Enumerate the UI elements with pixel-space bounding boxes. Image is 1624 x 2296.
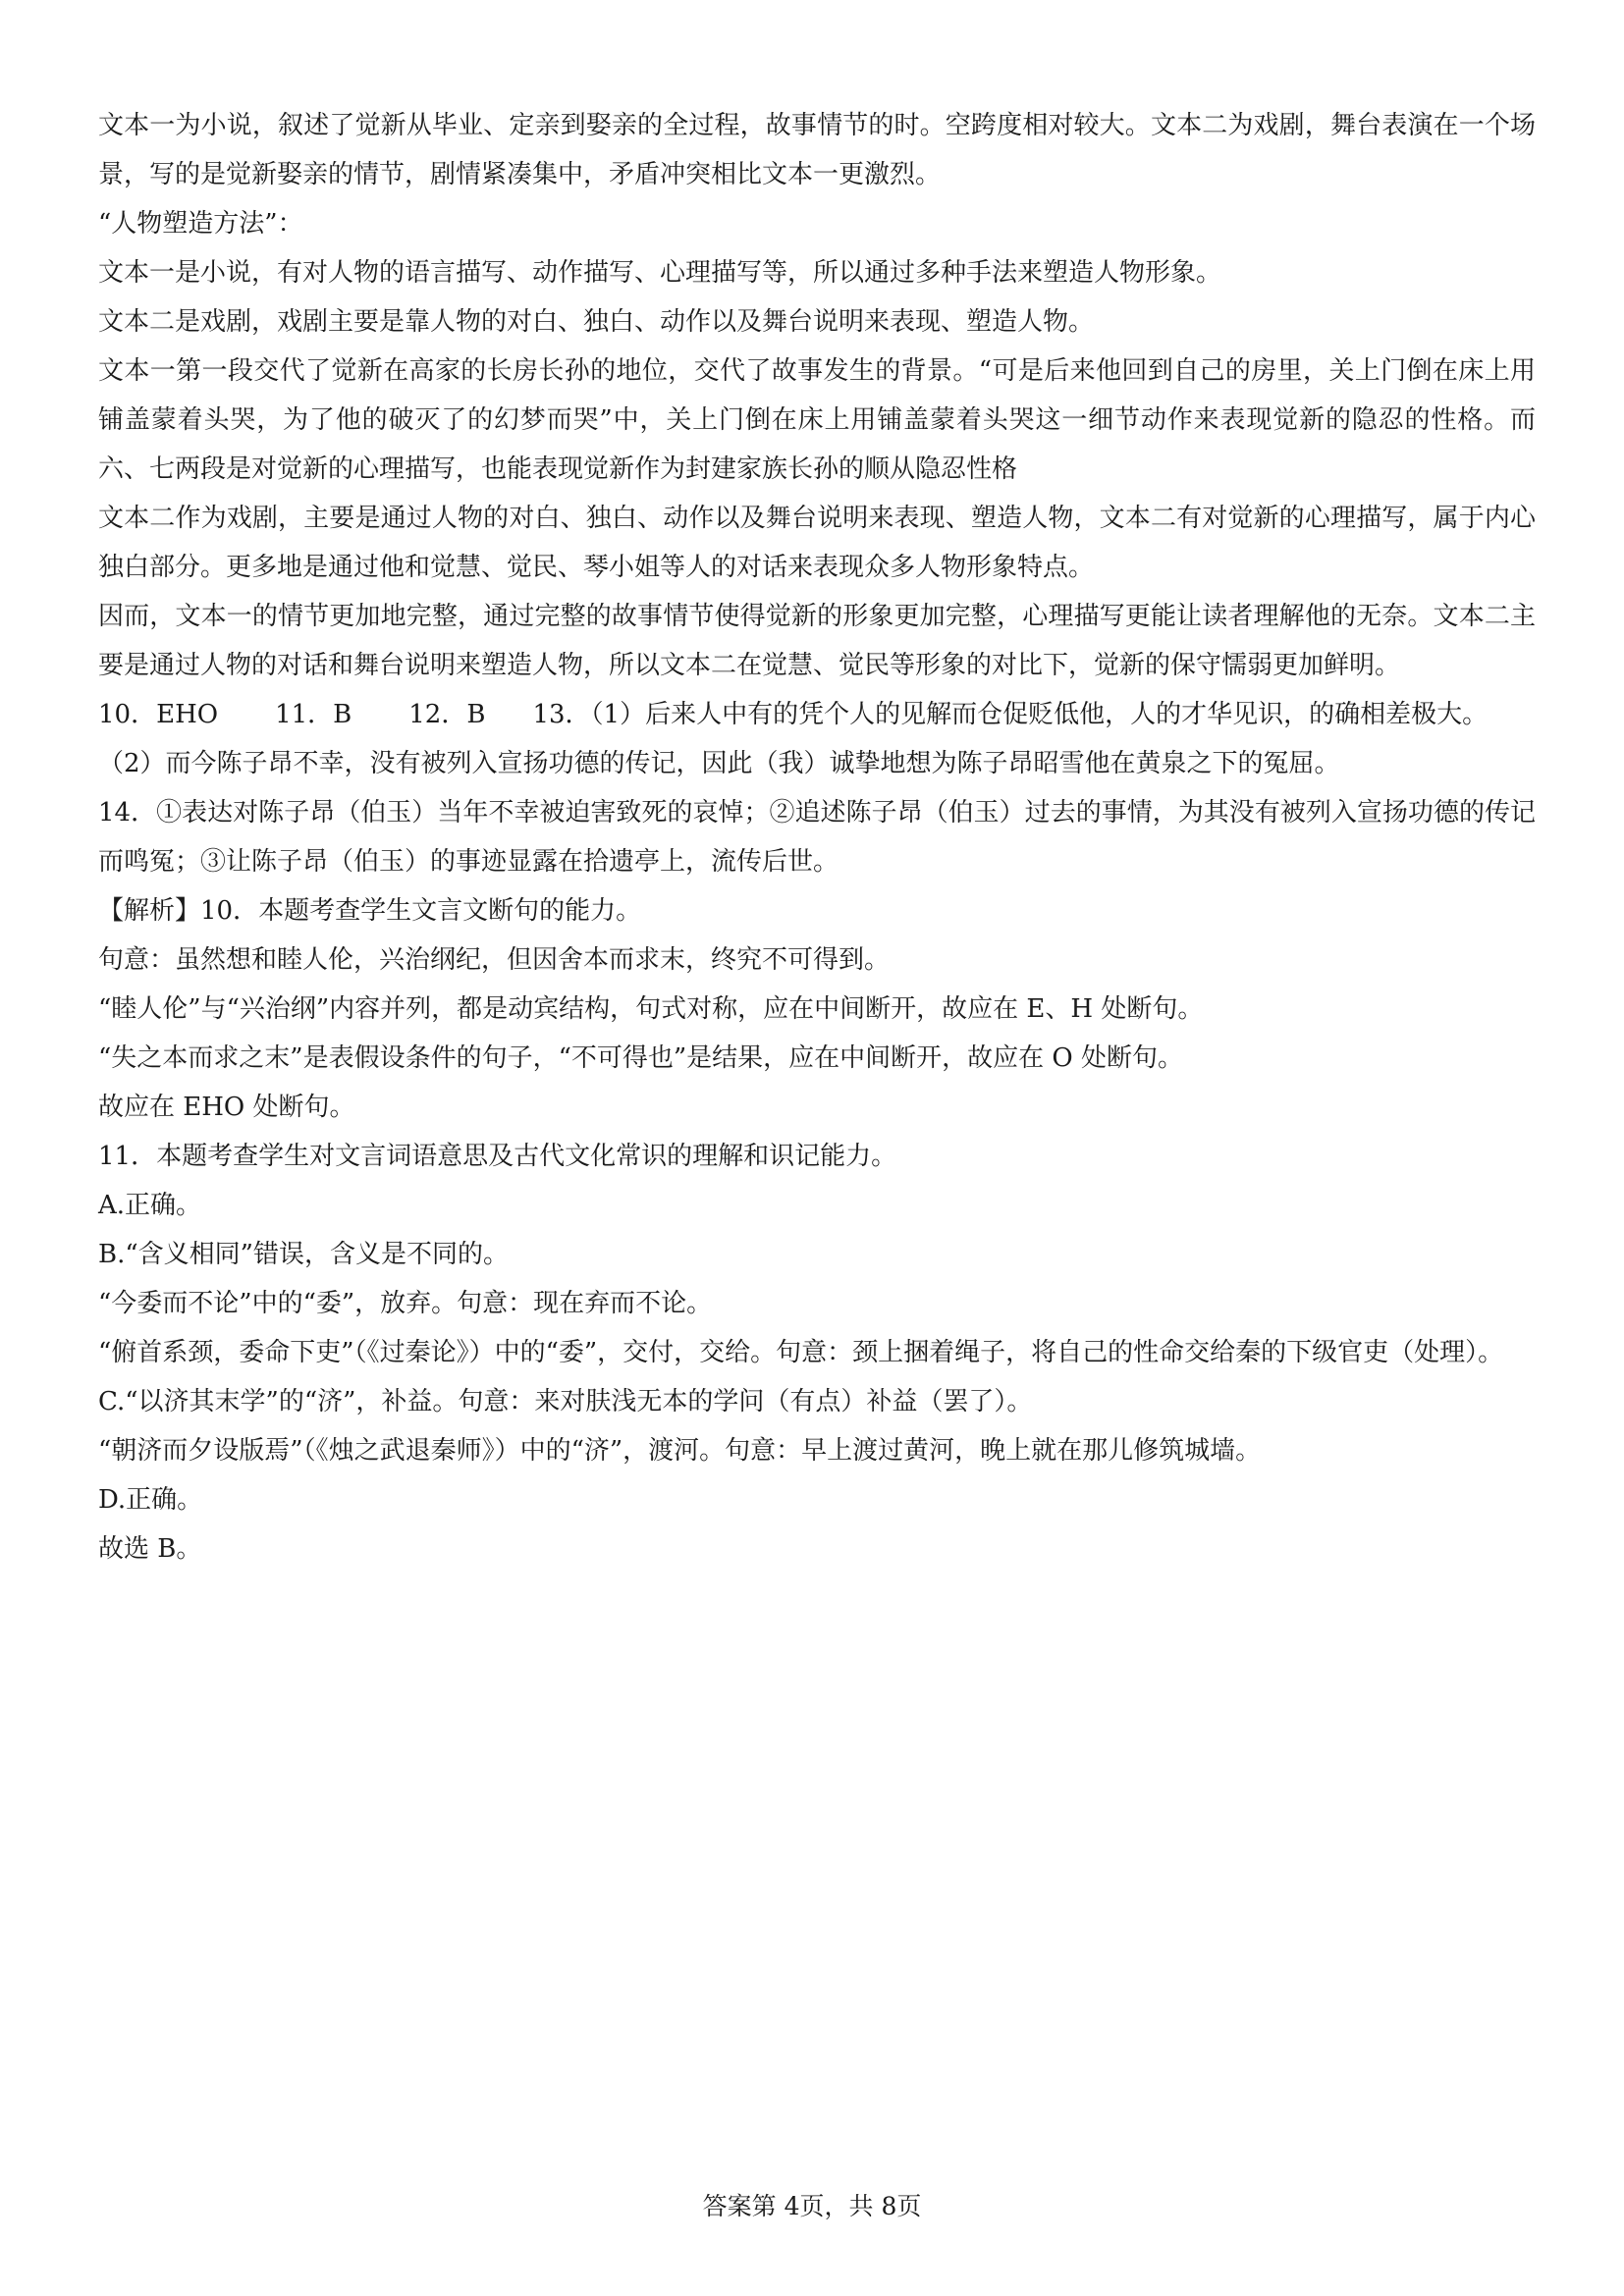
paragraph-text2-methods: 文本二是戏剧，戏剧主要是靠人物的对白、独白、动作以及舞台说明来表现、塑造人物。 (98, 307, 1095, 337)
analysis-11-heading: 11．本题考查学生对文言词语意思及古代文化常识的理解和识记能力。 (98, 1142, 897, 1171)
paragraph-heading-character-methods: “人物塑造方法”： (98, 209, 303, 239)
analysis-11-option-a: A.正确。 (98, 1191, 202, 1220)
answer-11: 11．B (275, 700, 352, 729)
paragraph-text1-methods: 文本一是小说，有对人物的语言描写、动作描写、心理描写等，所以通过多种手法来塑造人物形象。 (98, 258, 1222, 288)
paragraph-conclusion: 因而，文本一的情节更加地完整，通过完整的故事情节使得觉新的形象更加完整，心理描写更能让读者理解他的无奈。文本二主要是通过人物的对话和舞台说明来塑造人物，所以文本二在觉慧、觉民等形象的对比下，觉新的保守懦弱更加鲜明。 (98, 602, 1536, 680)
paragraph-text2-analysis: 文本二作为戏剧，主要是通过人物的对白、独白、动作以及舞台说明来表现、塑造人物，文本二有对觉新的心理描写，属于内心独白部分。更多地是通过他和觉慧、觉民、琴小姐等人的对话来表现众多人物形象特点。 (98, 504, 1536, 582)
analysis-10-heading: 【解析】10．本题考查学生文言文断句的能力。 (98, 896, 642, 926)
analysis-10-meaning: 句意：虽然想和睦人伦，兴治纲纪，但因舍本而求末，终究不可得到。 (98, 945, 891, 975)
analysis-11-option-b-example2: “俯首系颈，委命下吏”（《过秦论》）中的“委”，交付，交给。句意：颈上捆着绳子，将自己的性命交给秦的下级官吏（处理）。 (98, 1338, 1504, 1367)
answer-page-body (98, 101, 1536, 1574)
analysis-11-option-c: C.“以济其末学”的“济”，补益。句意：来对肤浅无本的学问（有点）补益（罢了）。 (98, 1387, 1033, 1416)
paragraph-plot-comparison: 文本一为小说，叙述了觉新从毕业、定亲到娶亲的全过程，故事情节的时。空跨度相对较大。文本二为戏剧，舞台表演在一个场景，写的是觉新娶亲的情节，剧情紧凑集中，矛盾冲突相比文本一更激烈。 (98, 111, 1536, 189)
answer-10: 10．EHO (98, 700, 219, 729)
answer-12: 12．B (408, 700, 486, 729)
analysis-11-answer: 故选 B。 (98, 1534, 202, 1564)
paragraph-text1-analysis: 文本一第一段交代了觉新在高家的长房长孙的地位，交代了故事发生的背景。“可是后来他回到自己的房里，关上门倒在床上用铺盖蒙着头哭，为了他的破灭了的幻梦而哭”中，关上门倒在床上用铺盖蒙着头哭这一细节动作来表现觉新的隐忍的性格。而六、七两段是对觉新的心理描写，也能表现觉新作为封建家族长孙的顺从隐忍性格 (98, 356, 1536, 484)
answer-13-part1: 13．（1）后来人中有的凭个人的见解而仓促贬低他，人的才华见识，的确相差极大。 (532, 700, 1489, 729)
analysis-10-conclusion: 故应在 EHO 处断句。 (98, 1093, 355, 1122)
analysis-10-eh: “睦人伦”与“兴治纲”内容并列，都是动宾结构，句式对称，应在中间断开，故应在 E、H 处断句。 (98, 994, 1204, 1024)
analysis-11-option-c-example: “朝济而夕设版焉”（《烛之武退秦师》）中的“济”，渡河。句意：早上渡过黄河，晚上就在那儿修筑城墙。 (98, 1436, 1262, 1466)
analysis-10-o: “失之本而求之末”是表假设条件的句子，“不可得也”是结果，应在中间断开，故应在 O 处断句。 (98, 1043, 1184, 1073)
answer-14: 14．①表达对陈子昂（伯玉）当年不幸被迫害致死的哀悼；②追述陈子昂（伯玉）过去的事情，为其没有被列入宣扬功德的传记而鸣冤；③让陈子昂（伯玉）的事迹显露在拾遗亭上，流传后世。 (98, 798, 1536, 877)
page-footer: 答案第 4页，共 8页 (702, 2192, 922, 2220)
analysis-11-option-b-example1: “今委而不论”中的“委”，放弃。句意：现在弃而不论。 (98, 1289, 713, 1318)
analysis-11-option-d: D.正确。 (98, 1485, 203, 1515)
answer-13-part2: （2）而今陈子昂不幸，没有被列入宣扬功德的传记，因此（我）诚挚地想为陈子昂昭雪他在黄泉之下的冤屈。 (98, 749, 1340, 778)
analysis-11-option-b: B.“含义相同”错误，含义是不同的。 (98, 1240, 509, 1269)
answers-10-to-13 (98, 690, 1536, 739)
